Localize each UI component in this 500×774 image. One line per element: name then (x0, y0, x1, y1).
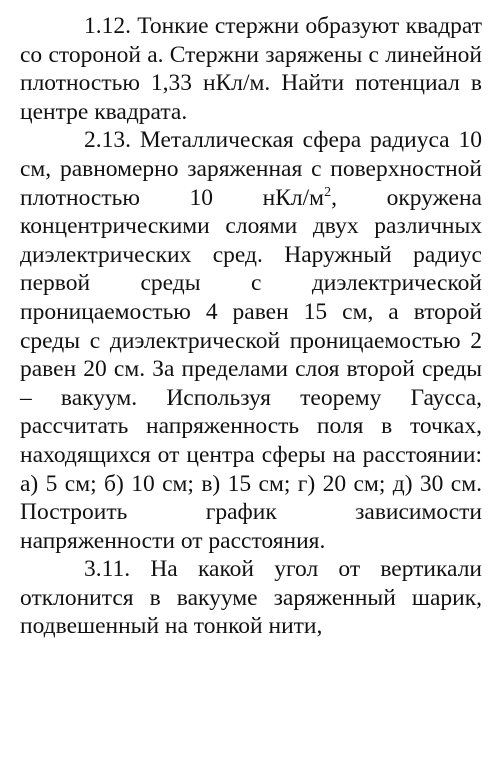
problem-1-12 (20, 12, 482, 126)
problem-3-11 (20, 555, 482, 641)
problem-2-13-text-start: 2.13. Металлическая сфера радиуса 10 см, равномерно заряженная с поверхностной плотностью 10 нКл/м (20, 127, 482, 211)
problem-2-13 (20, 126, 482, 555)
document-page (20, 12, 482, 641)
problem-2-13-text-end: , окружена концентрическими слоями двух различных диэлектрических сред. Наружный радиус первой среды с диэлектрической проницаемостью 4 равен 15 см, а второй среды с диэлектрической проницаемостью 2 равен 20 см. За пределами слоя второй среды – вакуум. Используя теорему Гаусса, рассчитать напряженность поля в точках, находящихся от центра сферы на расстоянии: а) 5 см; б) 10 см; в) 15 см; г) 20 см; д) 30 см. Построить график зависимости напряженности от расстояния. (20, 184, 482, 554)
problem-1-12-text: 1.12. Тонкие стержни образуют квадрат со стороной а. Стержни заряжены с линейной плотностью 1,33 нКл/м. Найти потенциал в центре квадрата. (20, 13, 482, 125)
problem-3-11-text: 3.11. На какой угол от вертикали отклонится в вакууме заряженный шарик, подвешенный на тонкой нити, (20, 556, 482, 640)
superscript-exponent: 2 (324, 184, 332, 200)
